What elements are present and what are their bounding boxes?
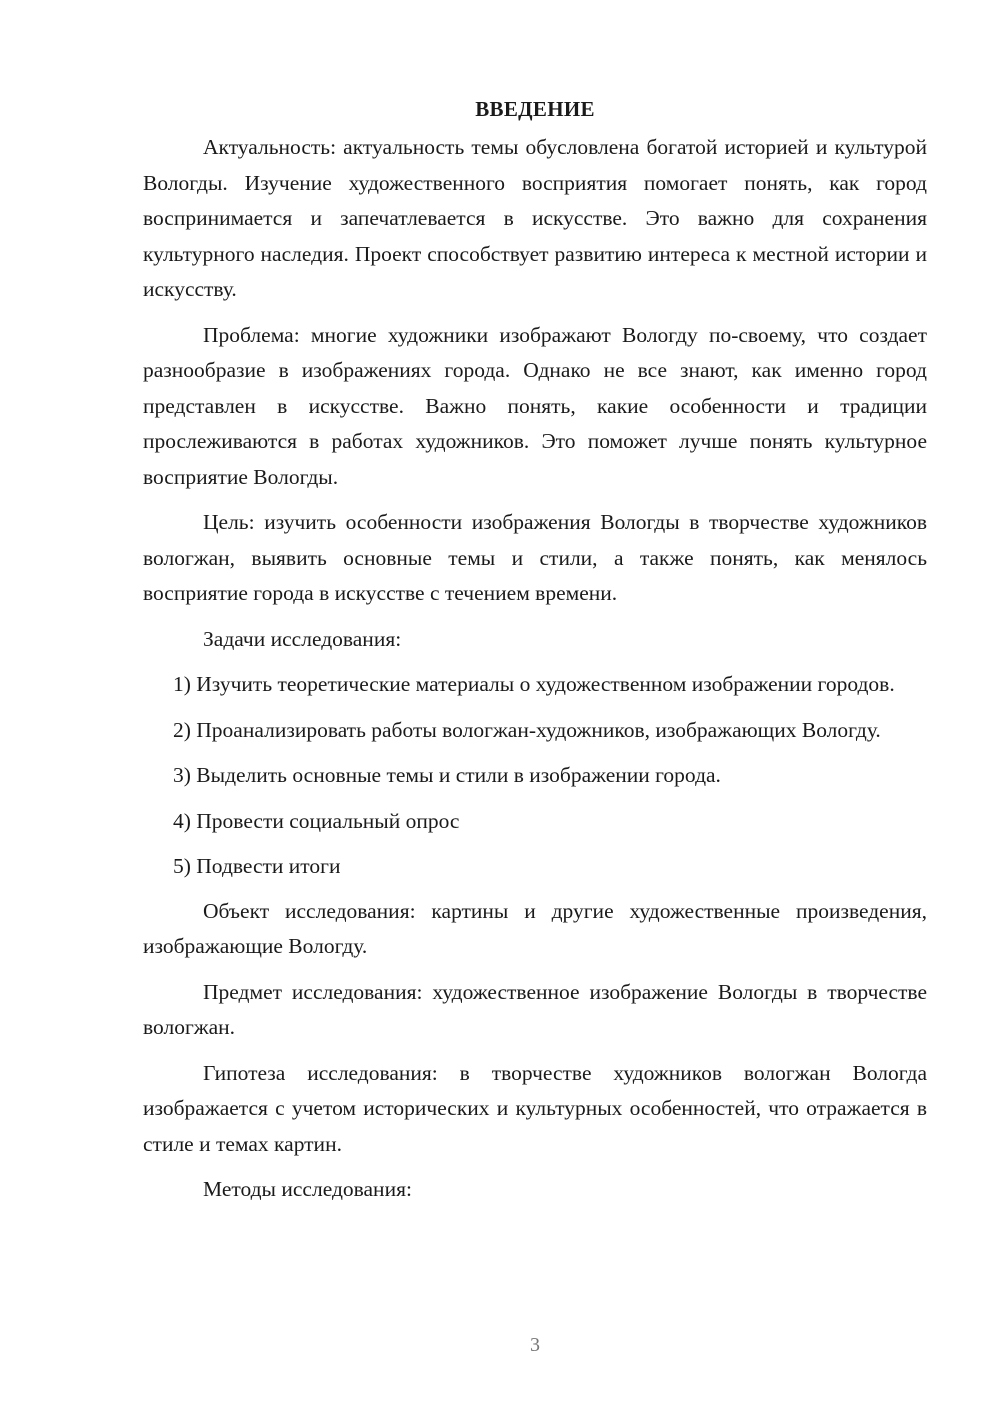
tasks-heading: Задачи исследования: (203, 626, 402, 651)
task-item-5: 5) Подвести итоги (173, 854, 341, 878)
page-number: 3 (530, 1334, 540, 1356)
hypothesis-paragraph: Гипотеза исследования: в творчестве художников вологжан Вологда изображается с учетом исторических и культурных особенностей, что отражается в стиле и темах картин. (143, 1060, 927, 1156)
task-item-1: 1) Изучить теоретические материалы о художественном изображении городов. (173, 672, 895, 696)
task-item-2: 2) Проанализировать работы вологжан-художников, изображающих Вологду. (173, 717, 881, 742)
page-title: ВВЕДЕНИЕ (475, 97, 595, 121)
object-paragraph: Объект исследования: картины и другие художественные произведения, изображающие Вологду. (143, 898, 927, 958)
subject-paragraph: Предмет исследования: художественное изображение Вологды в творчестве вологжан. (143, 979, 927, 1039)
problem-paragraph: Проблема: многие художники изображают Вологду по-своему, что создает разнообразие в изображениях города. Однако не все знают, как именно город представлен в искусстве. Важно понять, какие особенности и традиции прослеживаются в работах художников. Это поможет лучше понять культурное восприятие Вологды. (143, 322, 927, 489)
task-item-4: 4) Провести социальный опрос (173, 808, 460, 833)
task-item-3: 3) Выделить основные темы и стили в изображении города. (173, 763, 721, 787)
page-content (143, 92, 927, 1208)
relevance-paragraph: Актуальность: актуальность темы обусловлена богатой историей и культурой Вологды. Изучение художественного восприятия помогает понять, как город воспринимается и запечатлевается в искусстве. Это важно для сохранения культурного наследия. Проект способствует развитию интереса к местной истории и искусству. (143, 135, 927, 301)
goal-paragraph: Цель: изучить особенности изображения Вологды в творчестве художников вологжан, выявить основные темы и стили, а также понять, как менялось восприятие города в искусстве с течением времени. (143, 510, 927, 605)
methods-heading: Методы исследования: (203, 1177, 412, 1201)
